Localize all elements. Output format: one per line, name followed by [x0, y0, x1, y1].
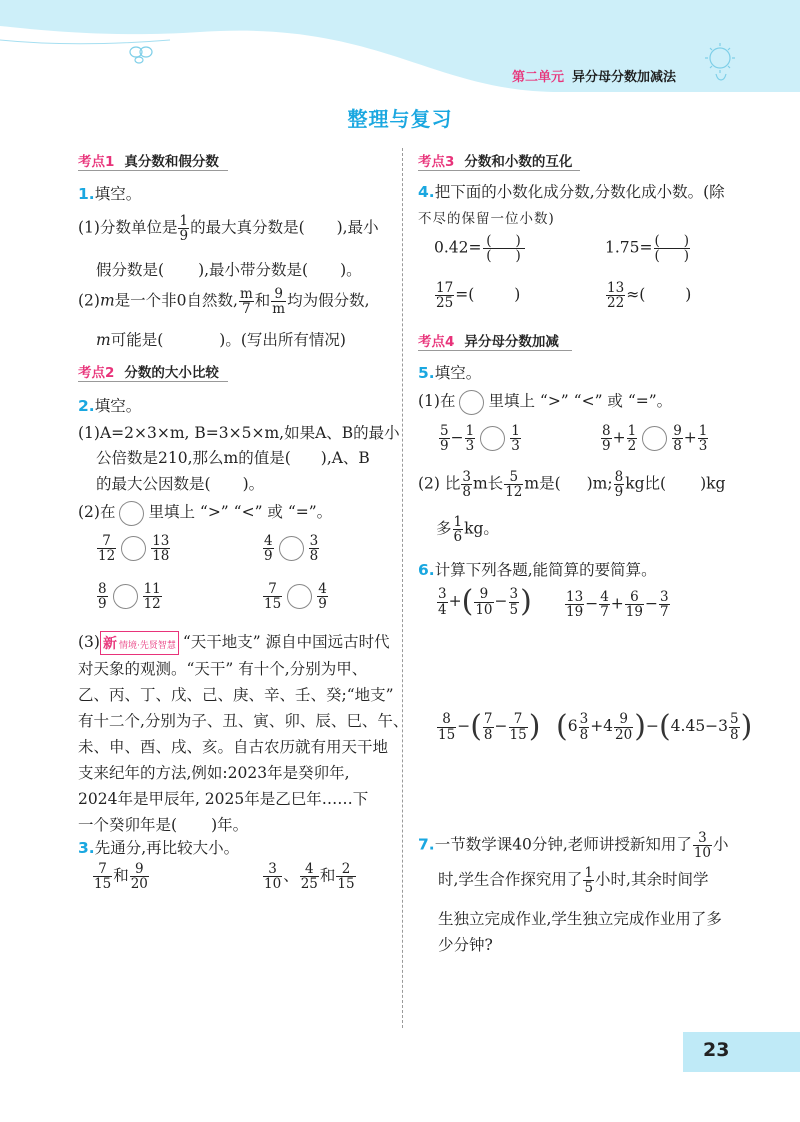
q2-part1-line1: (1)A=2×3×m, B=3×5×m,如果A、B的最小 [78, 424, 400, 442]
q5-compare-1: $\frac{5}{9}$ − $\frac{1}{3}$ $\frac{1}{3}$ [440, 423, 520, 455]
unit-label: 第二单元 异分母分数加减法 [512, 70, 677, 85]
q3-stem: 3.先通分,再比较大小。 [78, 839, 240, 857]
compare-item: $\frac{4}{9}$ $\frac{3}{8}$ [264, 533, 319, 565]
q7-line1: 7.一节数学课40分钟,老师讲授新知用了 $\frac{3}{10}$ 小 [418, 830, 729, 862]
q5-stem: 5.填空。 [418, 364, 482, 382]
section-heading-k4: 考点4 异分母分数加减 [418, 330, 559, 350]
q5-part2-line2: 多 $\frac{1}{6}$ kg。 [436, 514, 499, 546]
q2-part3-line: 支来纪年的方法,例如:2023年是癸卯年, [78, 764, 350, 782]
q2-part3-line1: (3) 新 情境·先贤智慧 “天干地支” 源自中国远古时代 [78, 630, 390, 655]
compare-item: $\frac{7}{15}$ $\frac{4}{9}$ [264, 581, 327, 613]
q6-stem: 6.计算下列各题,能简算的要简算。 [418, 561, 657, 579]
q1-part1-line2: 假分数是( ),最小带分数是( )。 [96, 261, 362, 279]
q5-part2-line1: (2) 比 $\frac{3}{8}$ m长 $\frac{5}{12}$ m是( )m; $\frac{8}{9}$ kg比( )kg [418, 469, 726, 501]
q7-line2: 时,学生合作探究用了 $\frac{1}{5}$ 小时,其余时间学 [438, 865, 709, 897]
q4-fraction-2: $\frac{13}{22}$ ≈( ) [607, 280, 692, 312]
q4-stem: 4.把下面的小数化成分数,分数化成小数。(除 [418, 183, 725, 201]
q4-decimal-2: 1.75= ( ) ( ) [605, 233, 690, 265]
compare-circle[interactable] [113, 584, 138, 609]
compare-circle [119, 501, 144, 526]
q7-line4: 少分钟? [438, 936, 493, 954]
situation-tag: 新 情境·先贤智慧 [100, 631, 179, 655]
q2-part2-stem: (2)在 里填上 “>” “<” 或 “=”。 [78, 500, 332, 526]
q1-part2-line2: m可能是( )。(写出所有情况) [96, 331, 346, 349]
q5-part1-stem: (1)在 里填上 “>” “<” 或 “=”。 [418, 389, 672, 415]
q4-fraction-1: $\frac{17}{25}$ =( ) [436, 280, 521, 312]
q4-stem-2: 不尽的保留一位小数) [418, 211, 555, 227]
section-heading-k1: 考点1 真分数和假分数 [78, 150, 219, 170]
q3-item-a: $\frac{7}{15}$ 和 $\frac{9}{20}$ [94, 861, 148, 893]
compare-item: $\frac{7}{12}$ $\frac{13}{18}$ [98, 533, 170, 565]
q2-part1-line3: 的最大公因数是( )。 [96, 475, 265, 493]
compare-item: $\frac{8}{9}$ $\frac{11}{12}$ [98, 581, 161, 613]
page-number: 23 [703, 1039, 730, 1061]
page-title: 整理与复习 [347, 107, 453, 131]
header-band [0, 0, 800, 92]
q6-expr-1: $\frac{3}{4}$ +( $\frac{9}{10}$ − $\frac{3}{5}$ ) [438, 584, 532, 619]
q6-expr-3: $\frac{8}{15}$ −( $\frac{7}{8}$ − $\frac{7}{15}$ ) [438, 709, 541, 744]
section-heading-k2: 考点2 分数的大小比较 [78, 361, 219, 381]
q2-stem: 2.填空。 [78, 397, 142, 415]
q2-part3-line: 对天象的观测。“天干” 有十个,分别为甲、 [78, 660, 368, 678]
q1-part1-line1: (1)分数单位是 $\frac{1}{9}$ 的最大真分数是( ),最小 [78, 213, 379, 245]
q3-item-b: $\frac{3}{10}$ 、 $\frac{4}{25}$ 和 $\frac{2}{15}$ [264, 861, 355, 893]
fraction: $\frac{1}{9}$ [179, 213, 189, 245]
q6-expr-2: $\frac{13}{19}$ − $\frac{4}{7}$ + $\frac{6}{19}$ − $\frac{3}{7}$ [566, 589, 669, 621]
q2-part3-line: 未、申、酉、戌、亥。自古农历就有用天干地 [78, 738, 389, 756]
q2-part3-line: 有十二个,分别为子、丑、寅、卯、辰、巳、午、 [78, 712, 409, 730]
q2-part3-line-last: 一个癸卯年是( )年。 [78, 816, 249, 834]
compare-circle[interactable] [480, 426, 505, 451]
q6-expr-4: (6 $\frac{3}{8}$ +4 $\frac{9}{20}$ )−(4.45−3 $\frac{5}{8}$ ) [556, 709, 753, 744]
q1-stem: 1.填空。 [78, 185, 142, 203]
compare-circle[interactable] [279, 536, 304, 561]
q5-compare-2: $\frac{8}{9}$ + $\frac{1}{2}$ $\frac{9}{8}$ + $\frac{1}{3}$ [602, 423, 708, 455]
compare-circle[interactable] [287, 584, 312, 609]
compare-circle[interactable] [121, 536, 146, 561]
q7-line3: 生独立完成作业,学生独立完成作业用了多 [438, 910, 722, 928]
compare-circle[interactable] [642, 426, 667, 451]
page-number-band [683, 1032, 800, 1072]
column-divider [402, 148, 403, 1028]
butterfly-icon [130, 47, 152, 63]
q2-part1-line2: 公倍数是210,那么m的值是( ),A、B [96, 449, 370, 467]
section-heading-k3: 考点3 分数和小数的互化 [418, 150, 572, 170]
q2-part3-line: 2024年是甲辰年, 2025年是乙巳年……下 [78, 790, 369, 808]
q4-decimal-1: 0.42= ( ) ( ) [434, 234, 526, 263]
q1-part2-line1: (2)m是一个非0自然数, $\frac{m}{7}$ 和 $\frac{9}{m}$ 均为假分数, [78, 286, 370, 318]
q2-part3-line: 乙、丙、丁、戊、己、庚、辛、壬、癸;“地支” [78, 686, 394, 704]
